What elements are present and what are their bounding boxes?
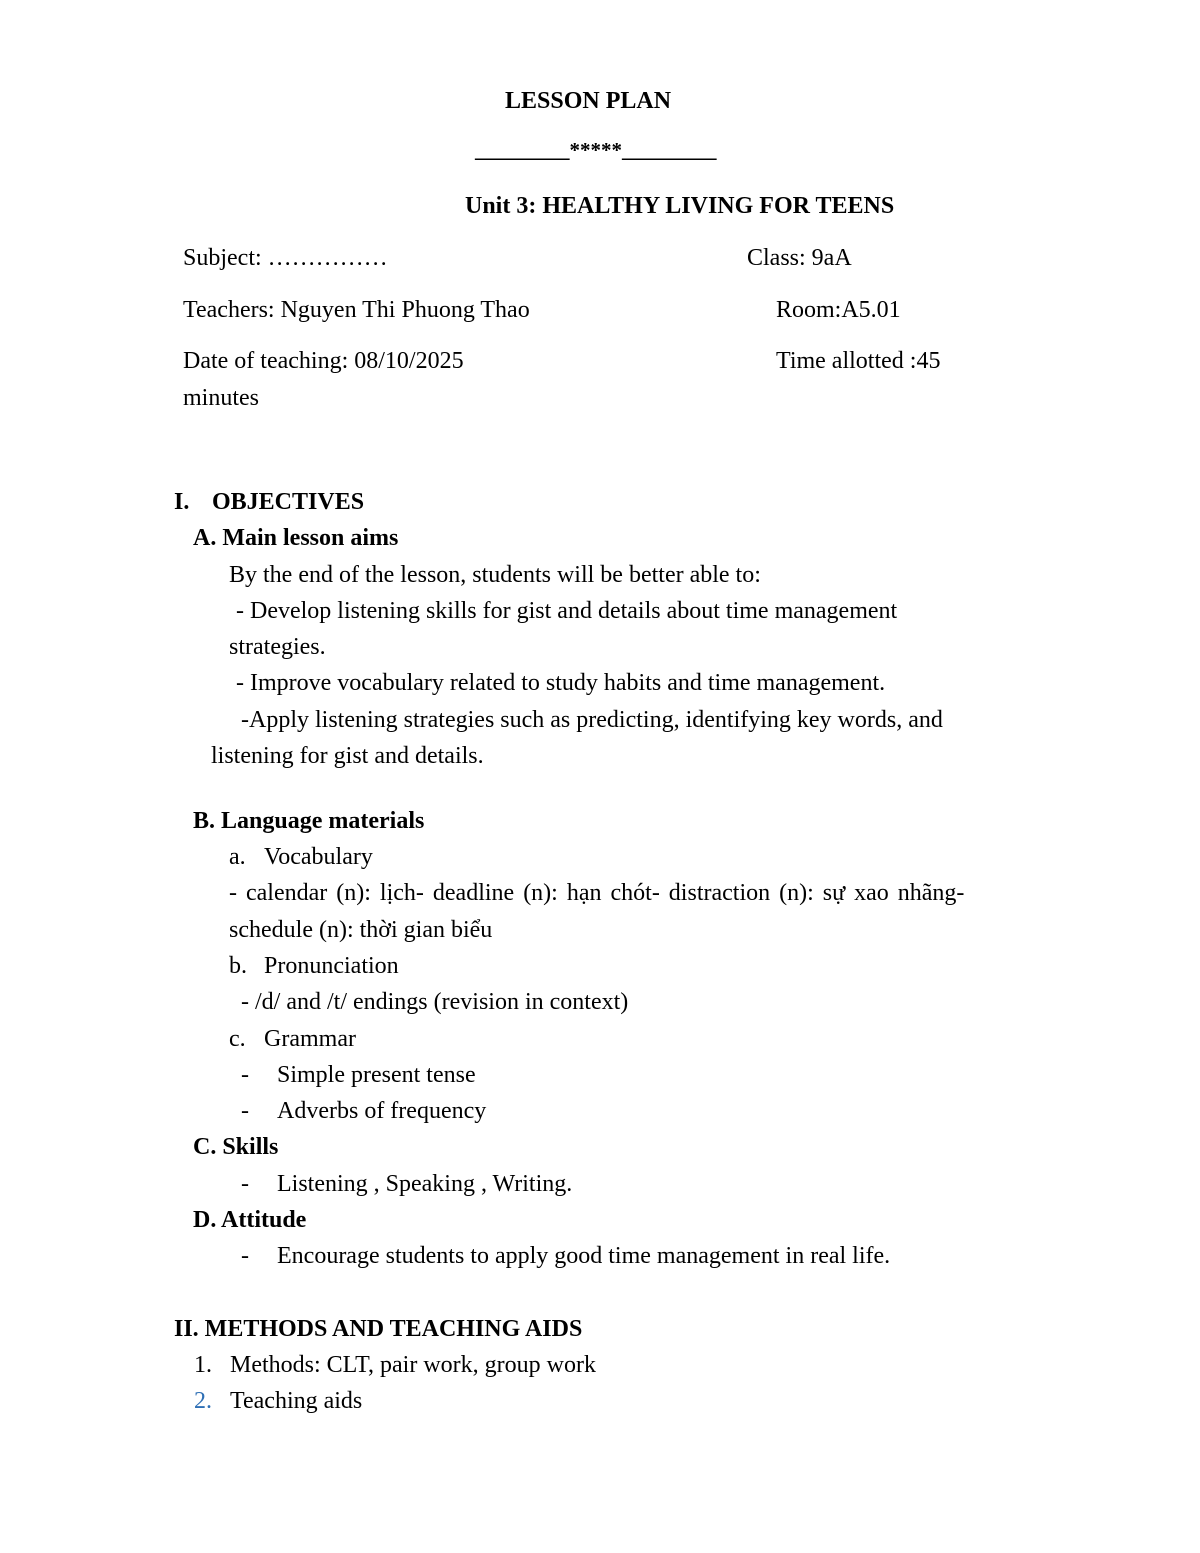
attitude-bullet: - bbox=[241, 1243, 249, 1269]
grammar-label: Grammar bbox=[264, 1026, 356, 1052]
skills-heading: C. Skills bbox=[193, 1134, 279, 1160]
grammar-marker: c. bbox=[229, 1026, 246, 1052]
teachers-field: Teachers: Nguyen Thi Phuong Thao bbox=[183, 297, 530, 323]
objectives-number: I. bbox=[174, 489, 190, 515]
grammar-bullet: - bbox=[241, 1098, 249, 1124]
aim-strategies-cont: listening for gist and details. bbox=[211, 743, 484, 769]
attitude-heading: D. Attitude bbox=[193, 1207, 307, 1233]
aim-strategies: -Apply listening strategies such as predicting, identifying key words, and bbox=[241, 707, 943, 733]
room-field: Room:A5.01 bbox=[776, 297, 901, 323]
main-aims-intro: By the end of the lesson, students will be better able to: bbox=[229, 562, 761, 588]
language-materials-heading: B. Language materials bbox=[193, 808, 425, 834]
pronunciation-label: Pronunciation bbox=[264, 953, 399, 979]
vocabulary-list-cont: schedule (n): thời gian biểu bbox=[229, 917, 493, 943]
vocabulary-list: - calendar (n): lịch- deadline (n): hạn chót- distraction (n): sự xao nhãng- bbox=[229, 880, 965, 906]
time-allotted-unit: minutes bbox=[183, 385, 259, 411]
aim-listening: - Develop listening skills for gist and details about time management bbox=[236, 598, 898, 624]
grammar-item: Simple present tense bbox=[277, 1062, 476, 1088]
main-aims-heading: A. Main lesson aims bbox=[193, 525, 399, 551]
title-separator: _________*****_________ bbox=[475, 138, 717, 162]
subject-field: Subject: …………… bbox=[183, 245, 388, 271]
pronunciation-item: - /d/ and /t/ endings (revision in context) bbox=[241, 989, 629, 1015]
date-field: Date of teaching: 08/10/2025 bbox=[183, 348, 464, 374]
methods-heading: II. METHODS AND TEACHING AIDS bbox=[174, 1316, 583, 1342]
aim-vocabulary: - Improve vocabulary related to study habits and time management. bbox=[236, 670, 886, 696]
methods-item: Methods: CLT, pair work, group work bbox=[230, 1352, 596, 1378]
vocabulary-marker: a. bbox=[229, 844, 246, 870]
methods-item-number: 1. bbox=[194, 1352, 212, 1378]
vocabulary-label: Vocabulary bbox=[264, 844, 373, 870]
teaching-aids-item: Teaching aids bbox=[230, 1388, 363, 1414]
objectives-heading: OBJECTIVES bbox=[212, 489, 365, 515]
grammar-bullet: - bbox=[241, 1062, 249, 1088]
skills-item: Listening , Speaking , Writing. bbox=[277, 1171, 573, 1197]
pronunciation-marker: b. bbox=[229, 953, 247, 979]
class-field: Class: 9aA bbox=[747, 245, 852, 271]
teaching-aids-number: 2. bbox=[194, 1388, 212, 1414]
skills-bullet: - bbox=[241, 1171, 249, 1197]
aim-listening-cont: strategies. bbox=[229, 634, 326, 660]
grammar-item: Adverbs of frequency bbox=[277, 1098, 487, 1124]
time-allotted-field: Time allotted :45 bbox=[776, 348, 941, 374]
unit-title: Unit 3: HEALTHY LIVING FOR TEENS bbox=[465, 193, 895, 219]
attitude-item: Encourage students to apply good time management in real life. bbox=[277, 1243, 891, 1269]
document-title: LESSON PLAN bbox=[505, 88, 672, 114]
